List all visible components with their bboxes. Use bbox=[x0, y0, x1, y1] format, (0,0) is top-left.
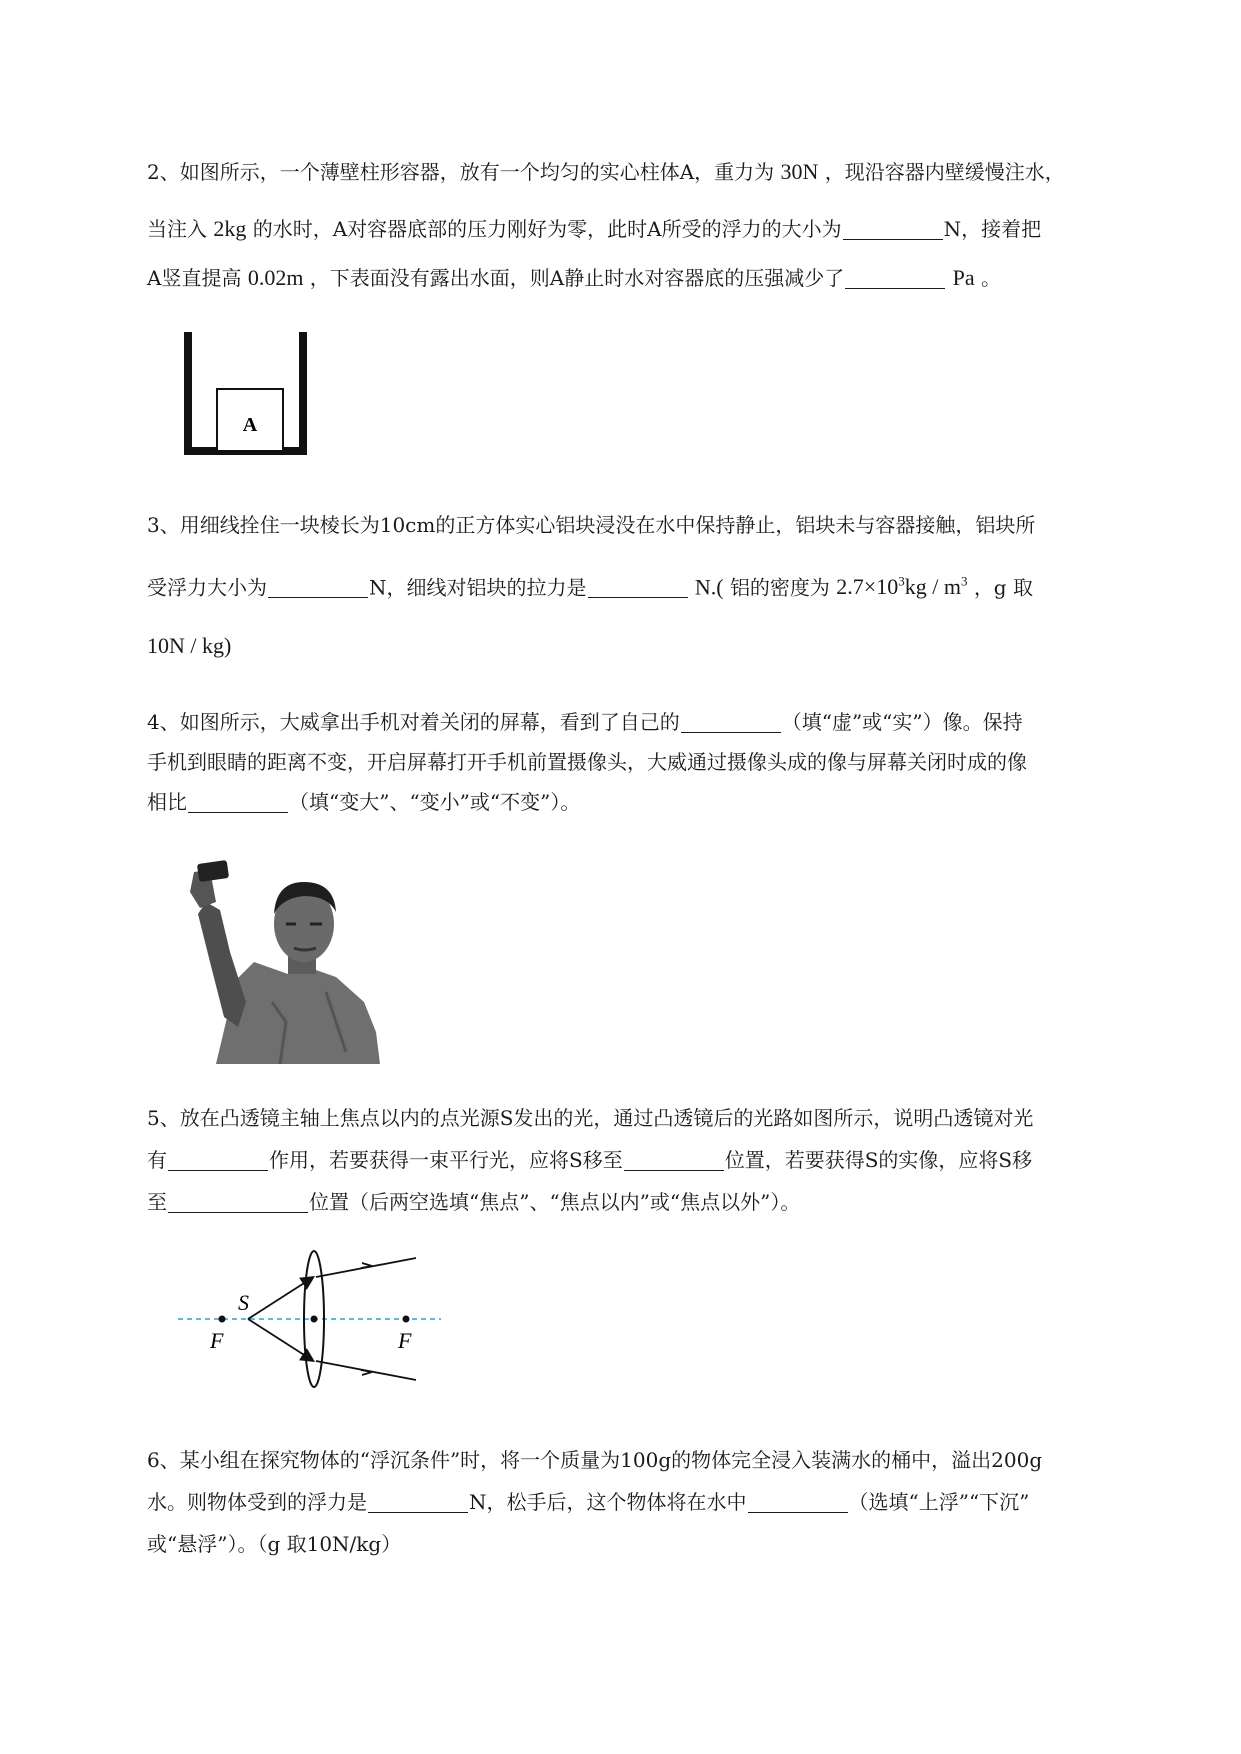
container-figure bbox=[180, 328, 312, 460]
q5-text: 有 bbox=[147, 1148, 167, 1172]
source-label: S bbox=[238, 1290, 249, 1315]
q2-text: 当注入 bbox=[147, 217, 207, 241]
focus-right-label: F bbox=[398, 1328, 412, 1353]
q2-mass-value: 2kg bbox=[213, 216, 247, 241]
q2-height-value: 0.02m bbox=[247, 265, 304, 290]
raised-arm bbox=[198, 902, 246, 1027]
q6-line-1: 6、某小组在探究物体的“浮沉条件”时，将一个质量为100g的物体完全浸入装满水的桶中，溢出200g bbox=[147, 1448, 1043, 1472]
q6-text: 水。则物体受到的浮力是 bbox=[147, 1490, 367, 1514]
answer-blank[interactable] bbox=[268, 573, 368, 598]
q5-line-2 bbox=[147, 1140, 1147, 1180]
phone bbox=[197, 860, 229, 882]
focus-right bbox=[403, 1316, 410, 1323]
q6-line-3: 或“悬浮”）。（g 取10N/kg） bbox=[147, 1532, 402, 1556]
answer-blank[interactable] bbox=[188, 788, 288, 813]
q6-line-2 bbox=[147, 1482, 1147, 1522]
q4-line-3 bbox=[147, 782, 1147, 822]
q2-weight-value: 30N bbox=[780, 159, 819, 184]
q2-text: N，接着把 bbox=[943, 217, 1042, 241]
q6-text: N，松手后，这个物体将在水中 bbox=[469, 1490, 747, 1514]
answer-blank[interactable] bbox=[681, 708, 781, 733]
q6-text: （选填“上浮”“下沉” bbox=[848, 1490, 1030, 1514]
q2-text: 2、如图所示，一个薄壁柱形容器，放有一个均匀的实心柱体A，重力为 bbox=[147, 160, 775, 184]
answer-blank[interactable] bbox=[168, 1146, 268, 1171]
q4-text: （填“变大”、“变小”或“不变”）。 bbox=[289, 790, 581, 814]
q4-text: （填“虚”或“实”）像。保持 bbox=[781, 710, 1023, 734]
q2-line-1 bbox=[147, 152, 1147, 192]
q2-text: 的水时，A对容器底部的压力刚好为零，此时A所受的浮力的大小为 bbox=[252, 217, 842, 241]
q4-line-1 bbox=[147, 702, 1147, 742]
q4-text: 4、如图所示，大威拿出手机对着关闭的屏幕，看到了自己的 bbox=[147, 710, 680, 734]
question-5 bbox=[147, 1098, 1147, 1222]
q3-line-2 bbox=[147, 562, 1147, 602]
q3-line-3: 10N / kg) bbox=[147, 633, 232, 658]
question-4 bbox=[147, 702, 1147, 822]
q2-text: A竖直提高 bbox=[147, 266, 242, 290]
answer-blank[interactable] bbox=[624, 1146, 724, 1171]
answer-blank[interactable] bbox=[168, 1188, 308, 1213]
answer-blank[interactable] bbox=[845, 264, 945, 289]
q4-line-2: 手机到眼睛的距离不变，开启屏幕打开手机前置摄像头，大威通过摄像头成的像与屏幕关闭时成的像 bbox=[147, 750, 1027, 774]
answer-blank[interactable] bbox=[368, 1488, 468, 1513]
q2-text: ，下表面没有露出水面，则A静止时水对容器底的压强减少了 bbox=[309, 266, 845, 290]
q3-text: ，g 取 bbox=[973, 575, 1033, 600]
ray-upper-in bbox=[248, 1278, 312, 1319]
q2-text: 。 bbox=[980, 266, 1001, 290]
q5-line-1: 5、放在凸透镜主轴上焦点以内的点光源S发出的光，通过凸透镜后的光路如图所示，说明凸透镜对光 bbox=[147, 1106, 1034, 1130]
answer-blank[interactable] bbox=[588, 573, 688, 598]
ray-lower-in bbox=[248, 1319, 312, 1360]
question-2 bbox=[147, 152, 1147, 298]
q5-text: 至 bbox=[147, 1190, 167, 1214]
density-exponent: 3 bbox=[898, 574, 905, 589]
q3-text: N，细线对铝块的拉力是 bbox=[369, 575, 587, 600]
question-6 bbox=[147, 1440, 1147, 1564]
q5-text: 位置，若要获得S的实像，应将S移 bbox=[724, 1148, 1033, 1172]
q3-unit: N.( bbox=[694, 574, 724, 600]
q3-text: 铝的密度为 bbox=[729, 575, 830, 600]
q5-text: 位置（后两空选填“焦点”、“焦点以内”或“焦点以外”）。 bbox=[309, 1190, 801, 1214]
q5-text: 作用，若要获得一束平行光，应将S移至 bbox=[269, 1148, 623, 1172]
q3-line-1: 3、用细线拴住一块棱长为10cm的正方体实心铝块浸没在水中保持静止，铝块未与容器接触，铝块所 bbox=[147, 513, 1036, 537]
q3-density-expression bbox=[836, 574, 967, 599]
focus-left-label: F bbox=[210, 1328, 224, 1353]
q4-text: 相比 bbox=[147, 790, 187, 814]
block-a-label: A bbox=[242, 414, 258, 436]
q2-unit: Pa bbox=[952, 265, 975, 290]
q2-line-3 bbox=[147, 258, 1147, 298]
answer-blank[interactable] bbox=[843, 215, 943, 240]
lens-diagram bbox=[176, 1248, 446, 1388]
density-unit: kg / m bbox=[904, 574, 961, 600]
answer-blank[interactable] bbox=[748, 1488, 848, 1513]
q5-line-3 bbox=[147, 1182, 1147, 1222]
density-base: 2.7×10 bbox=[836, 574, 899, 600]
unit-exponent: 3 bbox=[960, 574, 968, 589]
selfie-photo bbox=[176, 852, 380, 1064]
lens-center bbox=[311, 1316, 318, 1323]
q3-text: 受浮力大小为 bbox=[147, 575, 267, 600]
q2-line-2 bbox=[147, 209, 1147, 249]
q2-text: ，现沿容器内壁缓慢注水， bbox=[824, 160, 1065, 184]
question-3 bbox=[147, 505, 1147, 666]
focus-left bbox=[219, 1316, 226, 1323]
